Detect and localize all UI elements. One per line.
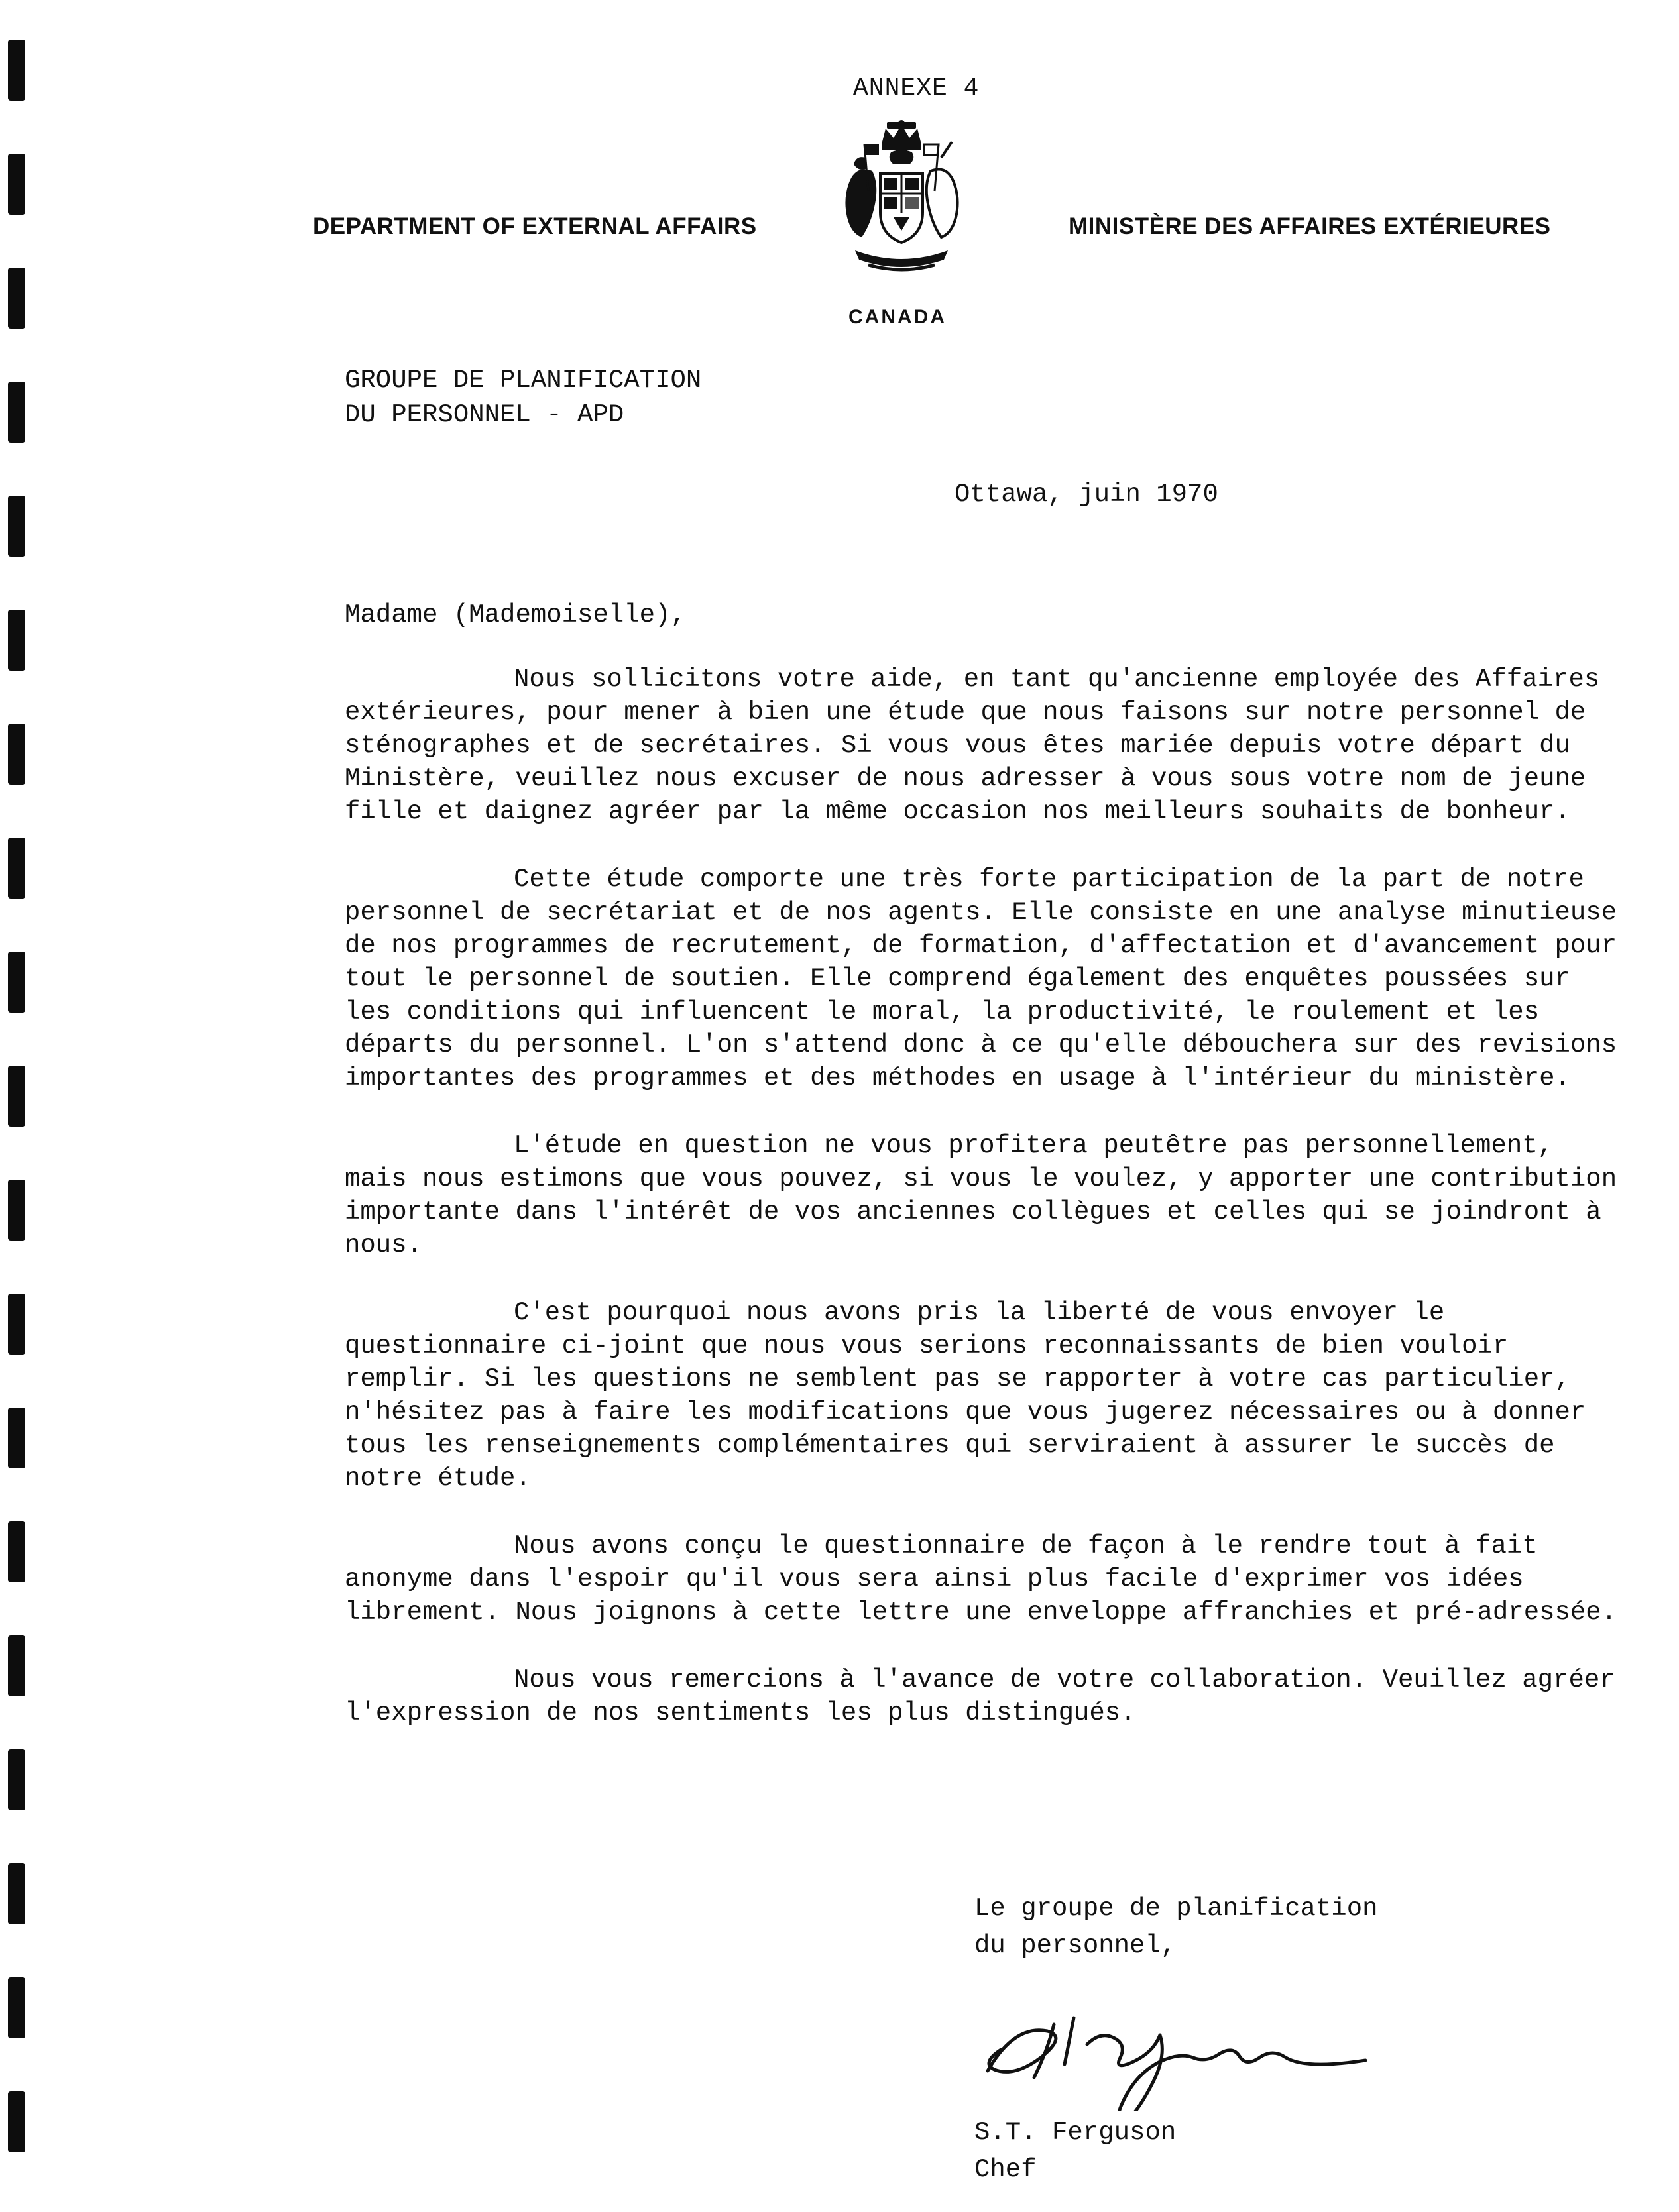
punch-mark (8, 40, 25, 101)
sender-group (345, 363, 701, 432)
department-name-english: DEPARTMENT OF EXTERNAL AFFAIRS (313, 213, 757, 239)
punch-mark (8, 1977, 25, 2038)
punch-mark (8, 268, 25, 329)
signer-block (974, 2114, 1176, 2188)
punch-mark (8, 1521, 25, 1582)
signer-title: Chef (974, 2155, 1037, 2184)
punch-mark (8, 1180, 25, 1241)
punch-mark (8, 496, 25, 557)
binder-punch-marks (8, 40, 28, 2193)
punch-mark (8, 1294, 25, 1355)
letter-body (345, 663, 1617, 1764)
punch-mark (8, 1066, 25, 1127)
punch-mark (8, 154, 25, 215)
handwritten-signature-icon (974, 1991, 1412, 2111)
punch-mark (8, 724, 25, 785)
body-paragraph: C'est pourquoi nous avons pris la liberté de vous envoyer le questionnaire ci-joint que nous vous serions reconnaissants de bien vouloir remplir. Si les questions ne semblent pas se rapporter à votre cas particulier, n'hésitez pas à faire les modifications que vous jugerez nécessaires ou à donner tous les renseignements complémentaires qui serviraient à assurer le succès de notre étude. (345, 1298, 1586, 1493)
coat-of-arms-icon (835, 118, 968, 277)
punch-mark (8, 610, 25, 671)
country-name: CANADA (848, 306, 947, 328)
punch-mark (8, 1635, 25, 1696)
punch-mark (8, 838, 25, 899)
body-paragraph: Nous sollicitons votre aide, en tant qu'ancienne employée des Affaires extérieures, pour mener à bien une étude que nous faisons sur notre personnel de sténographes et de secrétaires. Si vous vous êtes mariée depuis votre départ du Ministère, veuillez nous excuser de nous adresser à vous sous votre nom de jeune fille et daignez agréer par la même occasion nos meilleurs souhaits de bonheur. (345, 665, 1600, 826)
punch-mark (8, 952, 25, 1013)
annex-label: ANNEXE 4 (853, 74, 980, 103)
body-paragraph: Nous avons conçu le questionnaire de façon à le rendre tout à fait anonyme dans l'espoir qu'il vous sera ainsi plus facile d'exprimer vos idées librement. Nous joignons à cette lettre une enveloppe affranchies et pré-adressée. (345, 1531, 1617, 1627)
sender-group-line: GROUPE DE PLANIFICATION (345, 366, 702, 395)
closing-block (974, 1890, 1378, 1964)
punch-mark (8, 1749, 25, 1810)
punch-mark (8, 382, 25, 443)
sender-group-line: DU PERSONNEL - APD (345, 400, 624, 429)
punch-mark (8, 1408, 25, 1468)
closing-line: Le groupe de planification (974, 1894, 1378, 1923)
department-name-french: MINISTÈRE DES AFFAIRES EXTÉRIEURES (1069, 213, 1551, 239)
place-date: Ottawa, juin 1970 (955, 480, 1218, 509)
salutation: Madame (Mademoiselle), (345, 600, 686, 630)
body-paragraph: L'étude en question ne vous profitera peutêtre pas personnellement, mais nous estimons que vous pouvez, si vous le voulez, y apporter une contribution importante dans l'intérêt de vos anciennes collègues et celles qui se joindront à nous. (345, 1131, 1617, 1260)
closing-line: du personnel, (974, 1931, 1177, 1960)
punch-mark (8, 1863, 25, 1924)
body-paragraph: Cette étude comporte une très forte participation de la part de notre personnel de secrétariat et de nos agents. Elle consiste en une analyse minutieuse de nos programmes de recrutement, de formation, d'affectation et d'avancement pour tout le personnel de soutien. Elle comprend également des enquêtes poussées sur les conditions qui influencent le moral, la productivité, le roulement et les départs du personnel. L'on s'attend donc à ce qu'elle débouchera sur des revisions importantes des programmes et des méthodes en usage à l'intérieur du ministère. (345, 865, 1617, 1093)
punch-mark (8, 2091, 25, 2152)
body-paragraph: Nous vous remercions à l'avance de votre collaboration. Veuillez agréer l'expression de nos sentiments les plus distingués. (345, 1665, 1615, 1728)
signer-name: S.T. Ferguson (974, 2118, 1177, 2147)
